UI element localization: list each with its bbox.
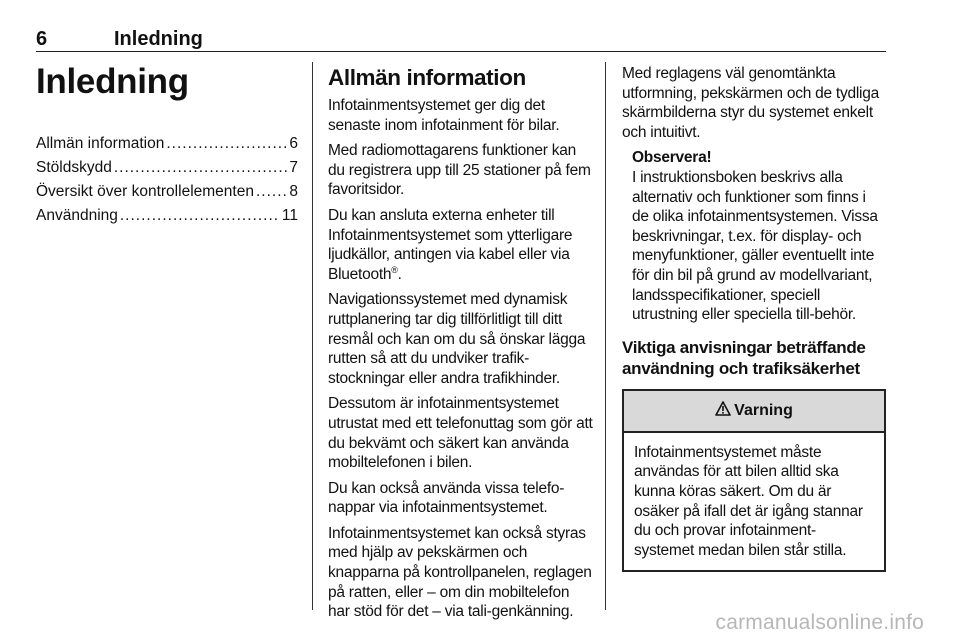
toc-entry-page: 6 — [289, 135, 298, 152]
toc-entry-page: 7 — [289, 159, 298, 176]
warning-title: Varning — [734, 401, 793, 419]
toc-entry[interactable] — [36, 156, 298, 180]
paragraph: Infotainmentsystemet kan också styras med hjälp av pekskärmen och knapparna på kontrollpanelen, reglagen på ratten, eller – om din mobiltelefon har stöd för det – via tali-genkänning. — [328, 524, 592, 621]
paragraph: Med radiomottagarens funktioner kan du registrera upp till 25 stationer på fem favoritsidor. — [328, 142, 591, 199]
header-rule — [36, 51, 886, 52]
paragraph: Med reglagens väl genomtänkta utformning, pekskärmen och de tydliga skärmbilderna styr du systemet enkelt och intuitivt. — [622, 65, 879, 141]
text-column-3 — [622, 64, 886, 572]
toc-entry[interactable] — [36, 180, 298, 204]
chapter-title: Inledning — [36, 62, 189, 101]
toc-leader-dots — [256, 180, 287, 204]
column-divider-1 — [312, 62, 313, 610]
paragraph-text: Du kan ansluta externa enheter till Infotainmentsystemet som ytterligare ljudkällor, antingen via kabel eller via Bluetooth — [328, 206, 573, 283]
page-number: 6 — [36, 28, 48, 50]
warning-triangle-icon — [715, 401, 731, 421]
note-body: I instruktionsboken beskrivs alla alternativ och funktioner som finns i de olika infotainmentsystemen. Vissa beskrivningar, t.ex. för display- och menyfunktioner, gäller eventuellt inte för din bil på grund av modellvariant, landsspecifikationer, speciell utrustning eller speciella till-behör. — [632, 168, 878, 324]
toc-entry-label: Allmän information — [36, 135, 165, 152]
note-title: Observera! — [632, 149, 712, 167]
toc-leader-dots — [114, 156, 288, 180]
safety-heading: Viktiga anvisningar beträffande användning och trafiksäkerhet — [622, 337, 866, 378]
column-divider-2 — [605, 62, 606, 610]
registered-mark: ® — [391, 264, 398, 275]
warning-box — [622, 389, 886, 573]
running-title: Inledning — [114, 28, 203, 50]
paragraph — [328, 206, 594, 284]
toc-entry-label: Användning — [36, 207, 118, 224]
toc-entry-page: 8 — [289, 183, 298, 200]
paragraph: Dessutom är infotainmentsystemet utrustat med ett telefonuttag som gör att du bekvämt och säkert kan använda mobiltelefonen i bilen. — [328, 395, 593, 472]
paragraph: Navigationssystemet med dynamisk ruttplanering tar dig tillförlitligt till ditt resmål och kan om du så önskar lägga rutten så att du undviker trafik-stockningar eller andra trafikhinder. — [328, 291, 586, 387]
page-header — [36, 26, 886, 52]
toc-leader-dots — [166, 132, 287, 156]
paragraph-end: . — [397, 265, 402, 283]
paragraph: Du kan också använda vissa telefo-nappar via infotainmentsystemet. — [328, 479, 565, 517]
text-column-2 — [328, 64, 594, 628]
toc-entry-label: Stöldskydd — [36, 159, 112, 176]
warning-body: Infotainmentsystemet måste användas för att bilen alltid ska kunna köras säkert. Om du är osäker på ifall det är igång stannar du och provar infotainment-systemet medan bilen står stilla. — [634, 443, 863, 559]
toc-entry[interactable] — [36, 132, 298, 156]
chapter-column — [36, 60, 298, 228]
note-block — [632, 148, 886, 324]
toc-entry-label: Översikt över kontrollelementen — [36, 183, 254, 200]
section-heading: Allmän information — [328, 65, 526, 90]
toc-leader-dots — [120, 204, 280, 228]
table-of-contents — [36, 132, 298, 228]
watermark: carmanualsonline.info — [715, 611, 924, 634]
toc-entry-page: 11 — [281, 207, 298, 224]
warning-header — [624, 391, 884, 433]
paragraph: Infotainmentsystemet ger dig det senaste inom infotainment för bilar. — [328, 97, 560, 134]
toc-entry[interactable] — [36, 204, 298, 228]
